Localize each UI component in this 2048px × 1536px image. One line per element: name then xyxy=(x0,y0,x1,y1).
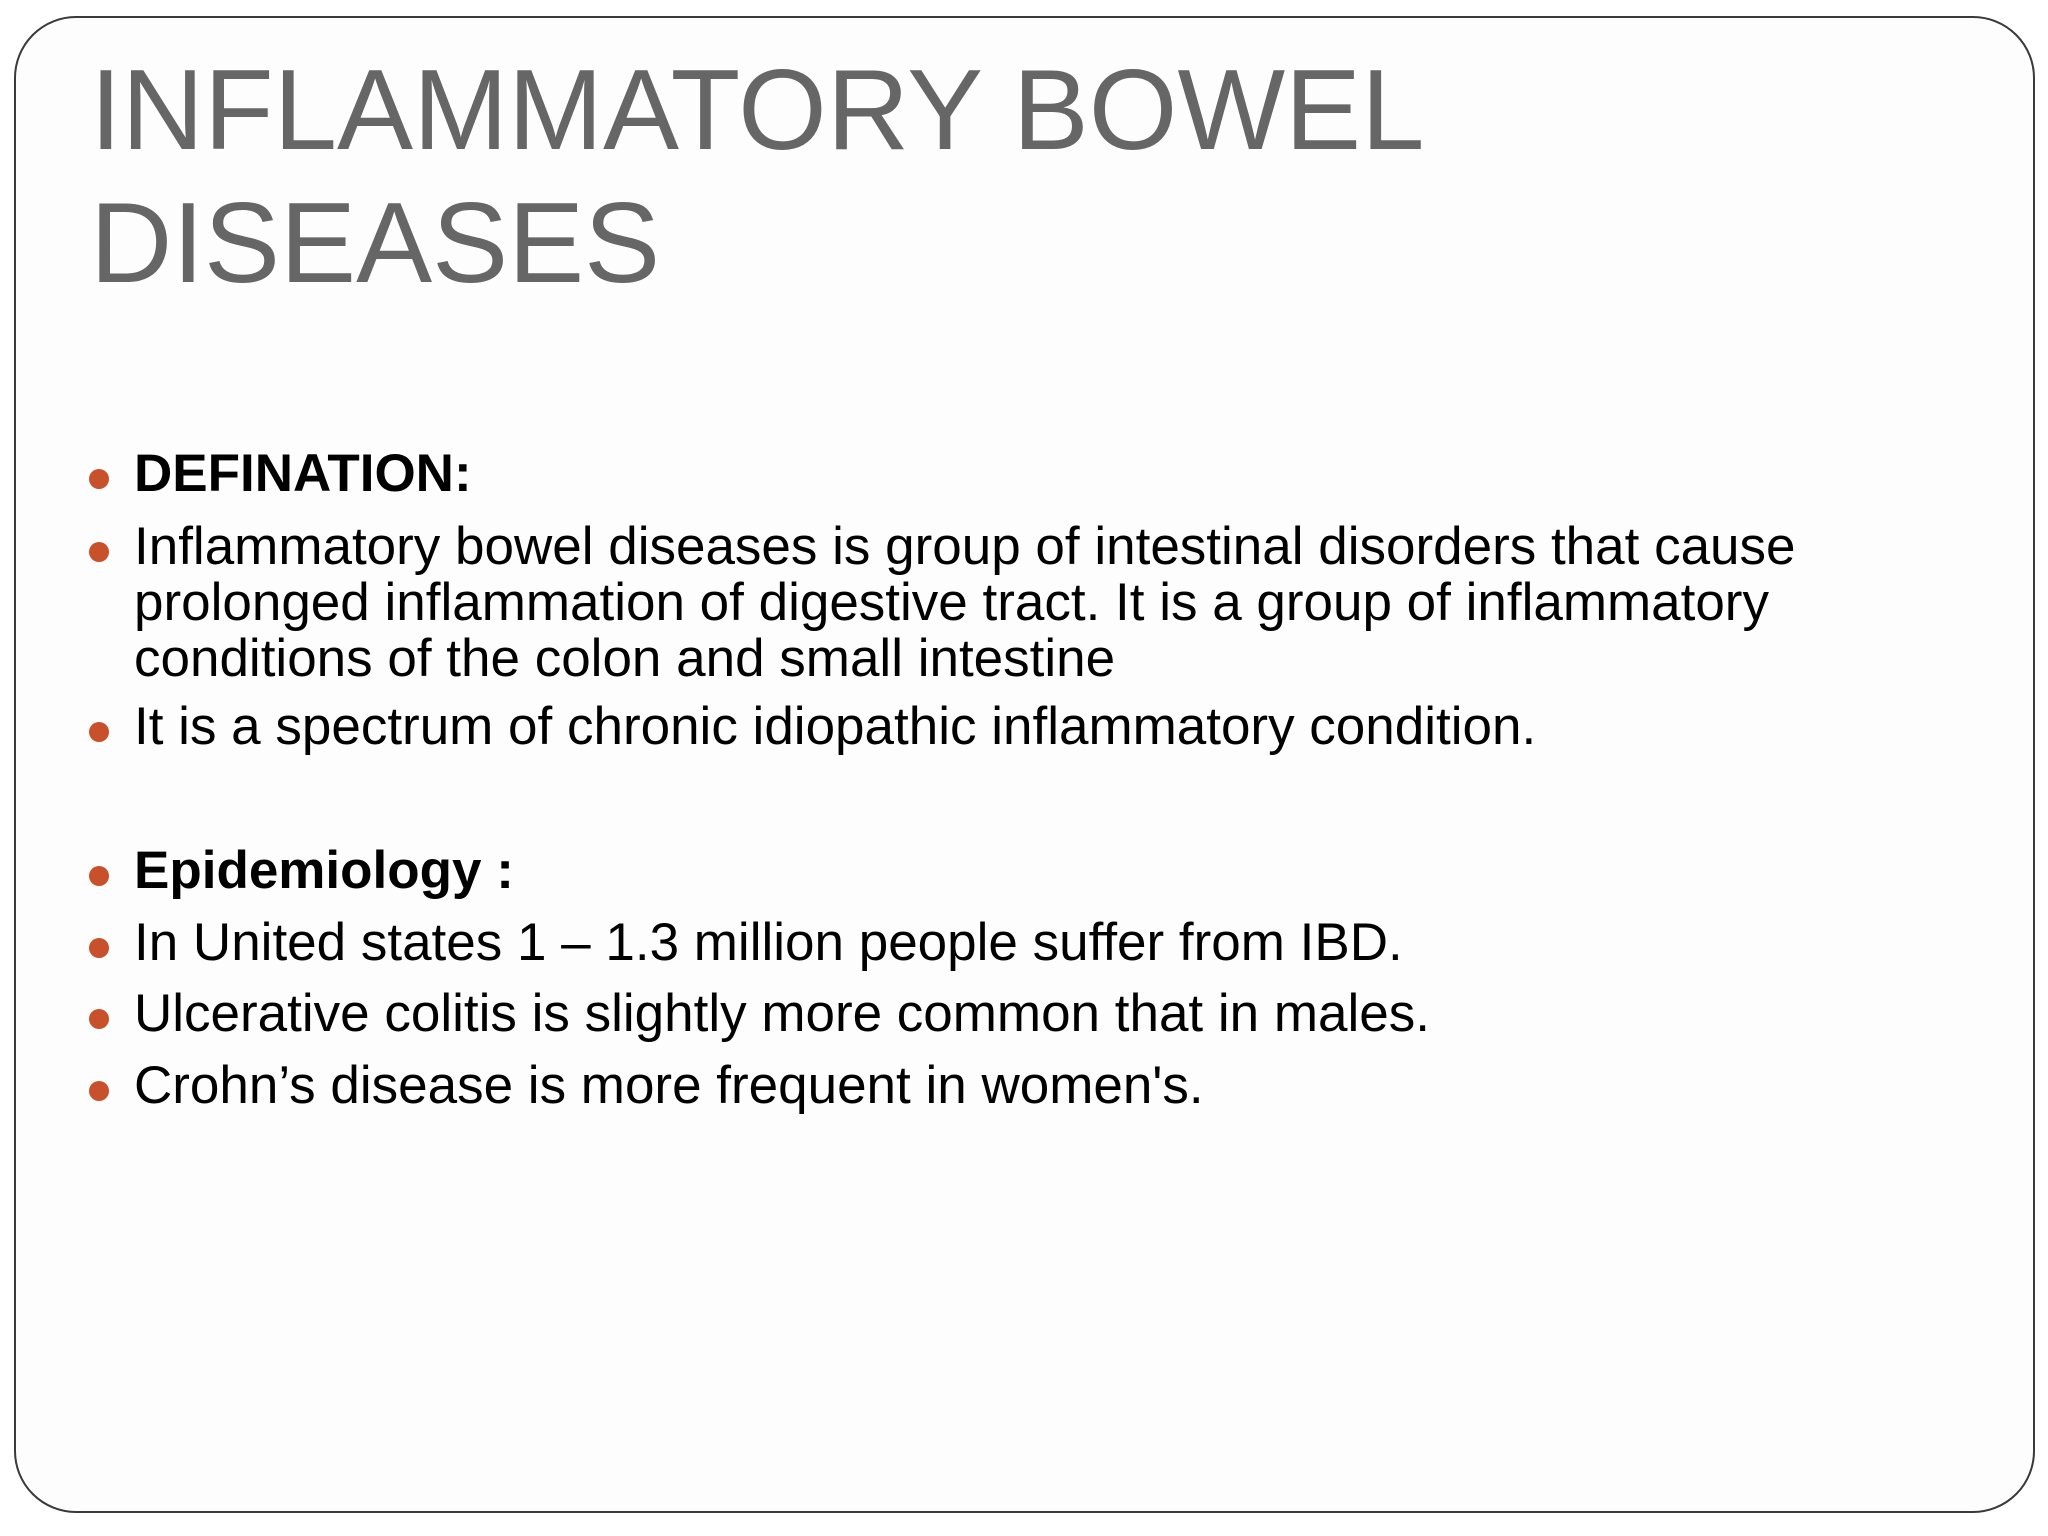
bullet-item-crohns-disease xyxy=(134,1058,1974,1114)
bullet-item-ulcerative-colitis xyxy=(134,986,1974,1042)
bullet-text: Crohn’s disease is more frequent in women's. xyxy=(134,1056,1204,1115)
bullet-text: Ulcerative colitis is slightly more common that in males. xyxy=(134,984,1430,1043)
bullet-dot-icon xyxy=(89,938,109,958)
bullet-text: It is a spectrum of chronic idiopathic inflammatory condition. xyxy=(134,697,1537,756)
bullet-text: DEFINATION: xyxy=(134,444,472,503)
bullet-text: In United states 1 – 1.3 million people suffer from IBD. xyxy=(134,913,1403,972)
bullet-dot-icon xyxy=(89,722,109,742)
bullet-dot-icon xyxy=(89,1081,109,1101)
bullet-item-spectrum xyxy=(134,699,1974,755)
slide-title: INFLAMMATORY BOWEL DISEASES xyxy=(90,47,1425,307)
slide xyxy=(14,16,2035,1513)
bullet-dot-icon xyxy=(89,866,109,886)
bullet-dot-icon xyxy=(89,469,109,489)
bullet-list xyxy=(16,18,2033,1511)
bullet-dot-icon xyxy=(89,1009,109,1029)
bullet-item-epidemiology-heading xyxy=(134,843,1974,899)
bullet-text: Epidemiology : xyxy=(134,841,514,900)
bullet-item-definition xyxy=(134,519,1974,687)
bullet-text: Inflammatory bowel diseases is group of intestinal disorders that cause prolonged inflammation of digestive tract. It is a group of inflammatory conditions of the colon and small intestine xyxy=(134,517,1796,688)
bullet-dot-icon xyxy=(89,542,109,562)
bullet-item-us-prevalence xyxy=(134,915,1974,971)
bullet-item-definition-heading xyxy=(134,446,1974,502)
